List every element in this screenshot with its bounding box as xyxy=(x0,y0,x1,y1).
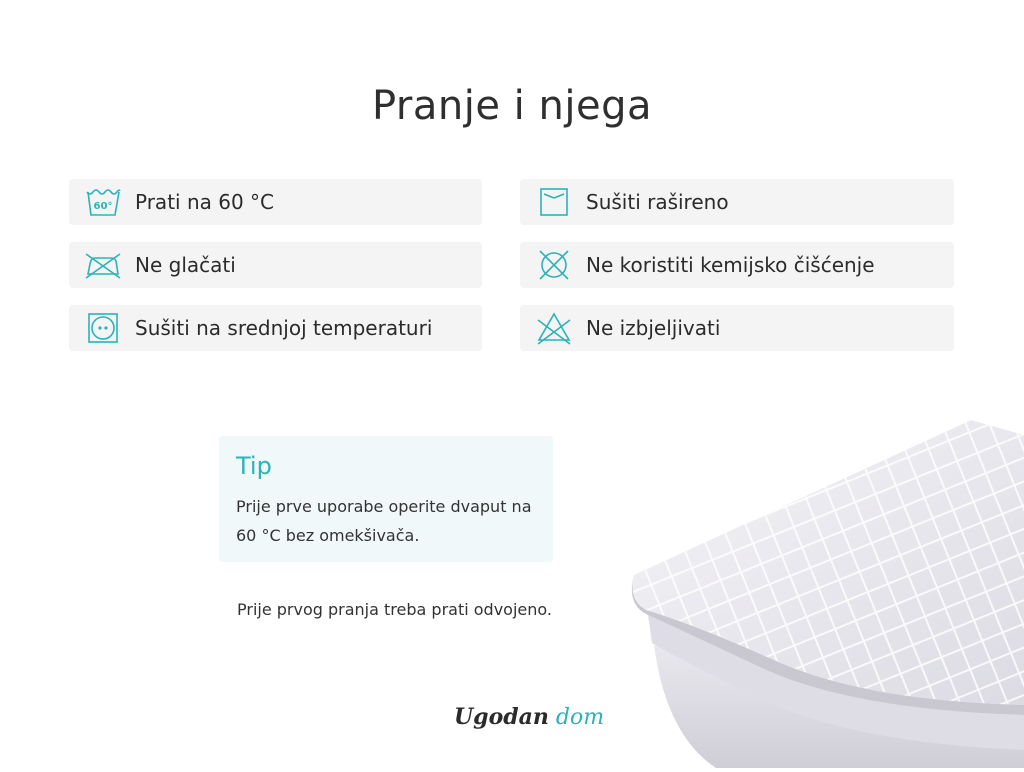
note-text: Prije prvog pranja treba prati odvojeno. xyxy=(237,600,552,619)
care-label: Sušiti rašireno xyxy=(586,190,729,214)
care-item-dry-flat xyxy=(520,179,954,225)
brand-part2: dom xyxy=(555,705,605,730)
no-bleach-icon xyxy=(534,308,574,348)
brand-part1: Ugodan xyxy=(454,704,549,730)
dry-flat-icon xyxy=(534,182,574,222)
no-dry-clean-icon xyxy=(534,245,574,285)
care-item-wash-60 xyxy=(69,179,482,225)
care-label: Ne izbjeljivati xyxy=(586,316,721,340)
no-iron-icon xyxy=(83,245,123,285)
page-title: Pranje i njega xyxy=(372,82,652,129)
brand-logo xyxy=(454,704,604,730)
towel-image xyxy=(626,405,1024,768)
care-label: Sušiti na srednjoj temperaturi xyxy=(135,316,433,340)
care-label: Prati na 60 °C xyxy=(135,190,275,214)
tumble-dry-medium-icon xyxy=(83,308,123,348)
care-item-no-bleach xyxy=(520,305,954,351)
care-item-tumble-dry-medium xyxy=(69,305,482,351)
care-item-no-iron xyxy=(69,242,482,288)
tip-box xyxy=(219,436,553,562)
wash-temp-label: 60° xyxy=(93,201,113,212)
wash-60-icon xyxy=(83,182,123,222)
tip-text: Prije prve uporabe operite dvaput na 60 °C bez omekšivača. xyxy=(236,497,532,545)
tip-title: Tip xyxy=(236,452,272,480)
care-label: Ne koristiti kemijsko čišćenje xyxy=(586,253,875,277)
care-item-no-dry-clean xyxy=(520,242,954,288)
care-label: Ne glačati xyxy=(135,253,236,277)
